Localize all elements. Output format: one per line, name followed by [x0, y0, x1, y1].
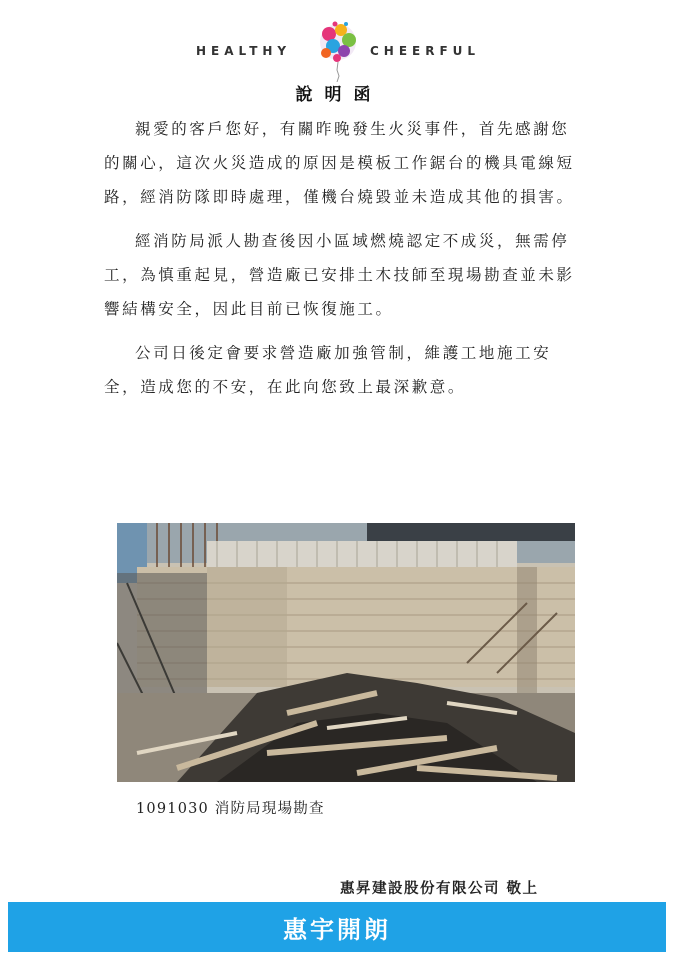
balloon-icon [313, 20, 363, 82]
photo-caption: 1091030 消防局現場勘查 [136, 801, 325, 817]
paragraph-1: 親愛的客戶您好，有關昨晚發生火災事件，首先感謝您的關心，這次火災造成的原因是模板工作鋸台的機具電線短路，經消防隊即時處理，僅機台燒毀並未造成其他的損害。 [104, 120, 575, 206]
paragraph-3: 公司日後定會要求營造廠加強管制，維護工地施工安全，造成您的不安，在此向您致上最深歉意。 [104, 344, 552, 396]
company-signature: 惠昇建設股份有限公司 敬上 [340, 880, 539, 897]
brand-header [0, 20, 678, 82]
site-inspection-photo [117, 523, 575, 782]
page-title: 說明函 [295, 85, 383, 105]
footer-slogan: 惠宇開朗 [283, 916, 391, 944]
brand-word-cheerful: CHEERFUL [370, 44, 481, 58]
brand-word-healthy: HEALTHY [196, 44, 292, 58]
footer-banner [8, 902, 666, 952]
paragraph-2: 經消防局派人勘查後因小區域燃燒認定不成災，無需停工，為慎重起見，營造廠已安排土木技師至現場勘查並未影響結構安全，因此目前已恢復施工。 [104, 232, 575, 318]
letter-body [104, 112, 584, 414]
